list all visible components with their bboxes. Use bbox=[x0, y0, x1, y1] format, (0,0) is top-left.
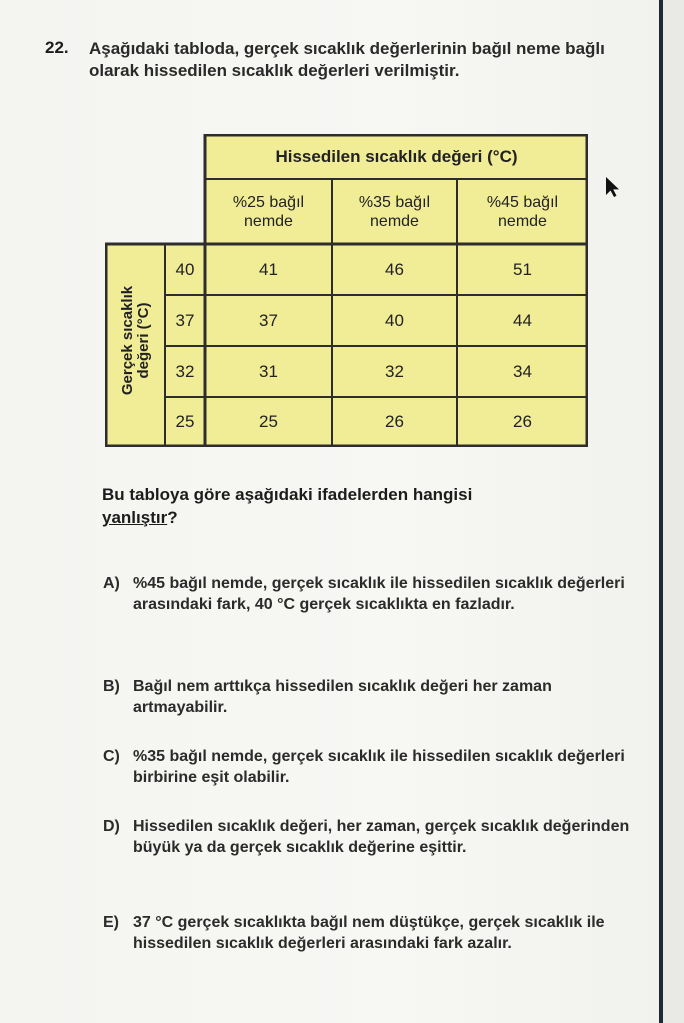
actual-temp-cell: 37 bbox=[175, 310, 195, 330]
table-header-title: Hissedilen sıcaklık değeri (°C) bbox=[275, 146, 518, 166]
row-header-line: değeri (°C) bbox=[135, 302, 152, 379]
row-header-line: Gerçek sıcaklık bbox=[119, 285, 136, 396]
option-c[interactable] bbox=[103, 746, 651, 790]
row-header-label bbox=[114, 258, 158, 423]
option-text: Bağıl nem arttıkça hissedilen sıcaklık değeri her zaman artmayabilir. bbox=[133, 678, 552, 716]
column-header-35 bbox=[332, 179, 457, 244]
table-cell: 26 bbox=[513, 412, 532, 431]
table-cell: 40 bbox=[385, 310, 404, 330]
option-text: Hissedilen sıcaklık değeri, her zaman, gerçek sıcaklık değerinden büyük ya da gerçek sıcaklık değerine eşittir. bbox=[133, 818, 630, 856]
table-cell: 51 bbox=[513, 259, 532, 279]
option-a[interactable] bbox=[103, 573, 651, 639]
option-text: 37 °C gerçek sıcaklıkta bağıl nem düştükçe, gerçek sıcaklık ile hissedilen sıcaklık değerleri arasındaki fark azalır. bbox=[133, 914, 605, 952]
page-edge bbox=[659, 0, 663, 1023]
option-d[interactable] bbox=[103, 816, 651, 882]
column-header-line: %25 bağıl bbox=[232, 193, 305, 211]
table-cell: 25 bbox=[259, 412, 278, 431]
table-cell: 26 bbox=[385, 412, 404, 431]
column-header-line: nemde bbox=[244, 212, 293, 230]
actual-temp-cell: 25 bbox=[175, 412, 195, 431]
option-label: C) bbox=[103, 748, 120, 765]
option-text: %35 bağıl nemde, gerçek sıcaklık ile hissedilen sıcaklık değerleri birbirine eşit olabilir. bbox=[133, 748, 625, 786]
question-number: 22. bbox=[45, 38, 69, 57]
mouse-pointer-icon bbox=[604, 176, 622, 198]
question-stem bbox=[102, 483, 602, 529]
table-cell: 44 bbox=[513, 310, 532, 330]
actual-temp-cell: 32 bbox=[175, 361, 195, 381]
column-header-line: nemde bbox=[498, 212, 547, 230]
stem-text: Bu tabloya göre aşağıdaki ifadelerden hangisi bbox=[102, 485, 473, 504]
option-label: D) bbox=[103, 818, 120, 835]
option-label: B) bbox=[103, 678, 120, 695]
option-text: %45 bağıl nemde, gerçek sıcaklık ile hissedilen sıcaklık değerleri arasındaki fark, 40 °C gerçek sıcaklıkta en fazladır. bbox=[133, 575, 625, 613]
stem-emphasis: yanlıştır bbox=[102, 508, 168, 527]
stem-end: ? bbox=[167, 508, 178, 527]
table-cell: 31 bbox=[259, 361, 278, 381]
option-label: E) bbox=[103, 914, 119, 931]
data-table bbox=[105, 134, 588, 447]
table-cell: 32 bbox=[385, 361, 404, 381]
option-label: A) bbox=[103, 575, 120, 592]
option-b[interactable] bbox=[103, 676, 651, 720]
column-header-25 bbox=[205, 179, 332, 244]
column-header-line: nemde bbox=[370, 212, 419, 230]
column-header-line: %35 bağıl bbox=[358, 193, 431, 211]
column-header-line: %45 bağıl bbox=[486, 193, 559, 211]
option-e[interactable] bbox=[103, 912, 651, 978]
table-cell: 37 bbox=[259, 310, 278, 330]
table-cell: 34 bbox=[513, 361, 532, 381]
question-text: Aşağıdaki tabloda, gerçek sıcaklık değerlerinin bağıl neme bağlı olarak hissedilen sıcaklık değerleri verilmiştir. bbox=[89, 39, 605, 80]
column-header-45 bbox=[457, 179, 588, 244]
table-cell: 46 bbox=[385, 259, 404, 279]
actual-temp-cell: 40 bbox=[175, 259, 195, 279]
table-cell: 41 bbox=[259, 259, 278, 279]
